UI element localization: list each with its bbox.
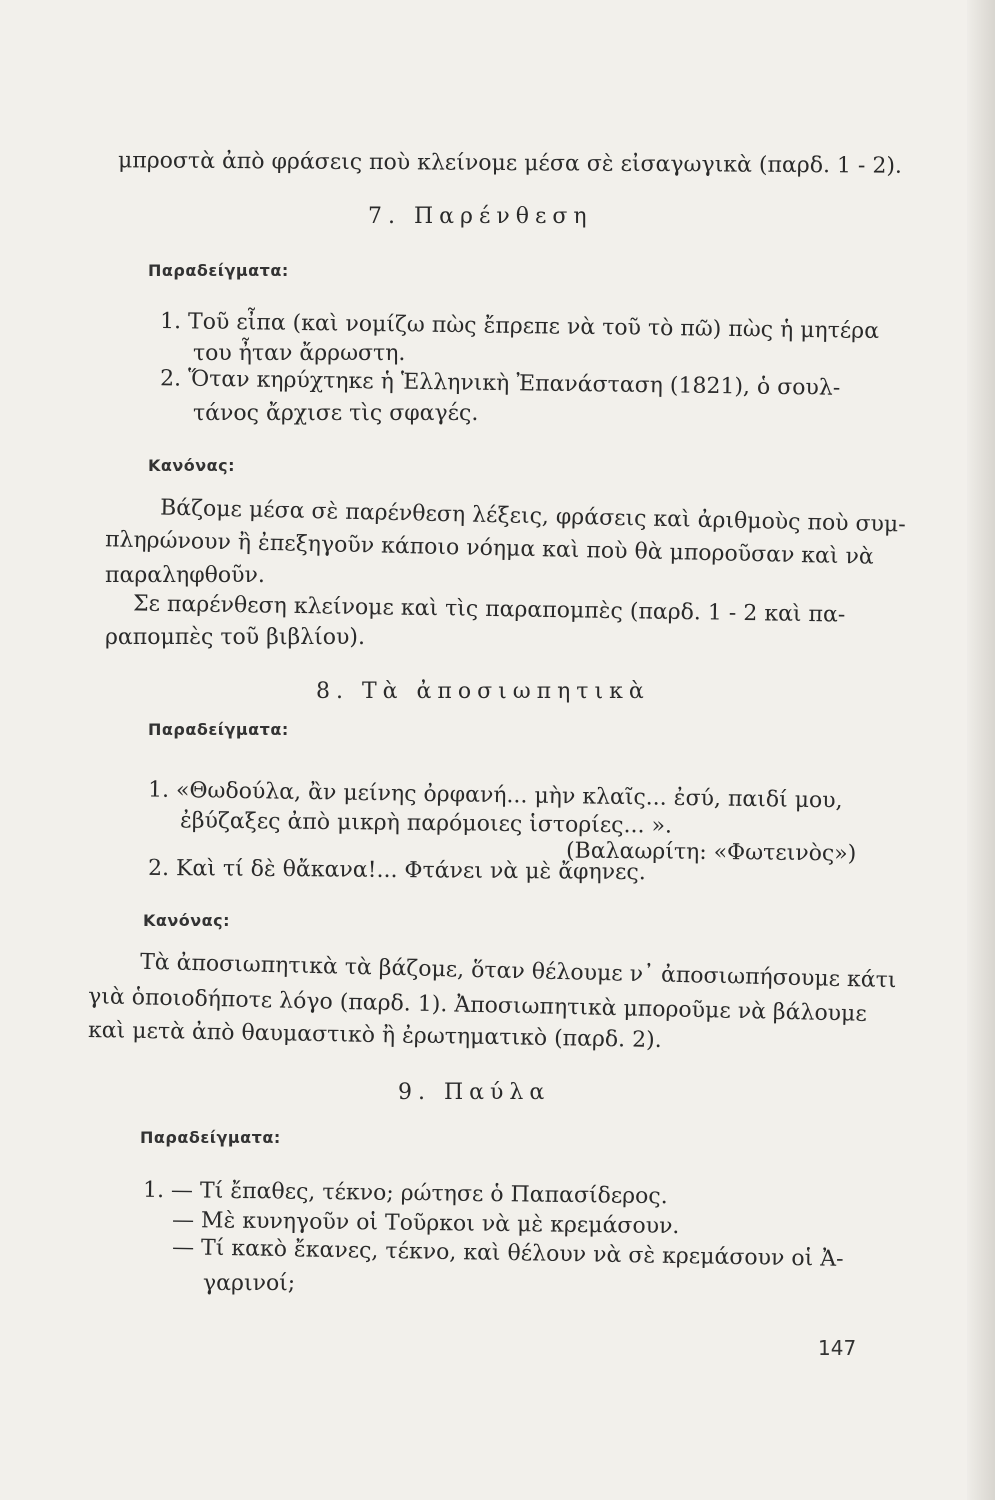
s8-rule-line-3: καὶ μετὰ ἀπὸ θαυμαστικὸ ἢ ἐρωτηματικὸ (παρδ. 2). bbox=[87, 1017, 662, 1054]
s7-example-1-line-1: 1. Τοῦ εἶπα (καὶ νομίζω πὼς ἔπρεπε νὰ τοῦ τὸ πῶ) πὼς ἡ μητέρα bbox=[159, 308, 880, 345]
s9-example-line-2: — Μὲ κυνηγοῦν οἱ Τοῦρκοι νὰ μὲ κρεμάσουν. bbox=[171, 1207, 680, 1240]
s7-rule-line-3: παραληφθοῦν. bbox=[105, 563, 265, 588]
s7-rule-line-4: Σε παρένθεση κλείνομε καὶ τὶς παραπομπὲς (παρδ. 1 - 2 καὶ πα- bbox=[132, 591, 846, 628]
section-8-rule-label: Κανόνας: bbox=[143, 911, 231, 930]
section-9-examples-label: Παραδείγματα: bbox=[140, 1128, 281, 1147]
s9-example-line-3: — Τί κακὸ ἔκανες, τέκνο, καὶ θέλουν νὰ σὲ κρεμάσουν οἱ Ἀ- bbox=[171, 1235, 844, 1272]
section-7-examples-label: Παραδείγματα: bbox=[148, 261, 289, 280]
s8-rule-line-2: γιὰ ὁποιοδήποτε λόγο (παρδ. 1). Ἀποσιωπητικὰ μποροῦμε νὰ βάλουμε bbox=[87, 984, 868, 1027]
section-7-title: 7. Παρένθεση bbox=[368, 204, 593, 229]
s7-rule-line-5: ραπομπὲς τοῦ βιβλίου). bbox=[105, 625, 365, 650]
section-8-examples-label: Παραδείγματα: bbox=[148, 720, 289, 739]
s8-example-1-line-2: ἐβύζαξες ἀπὸ μικρὴ παρόμοιες ἱστορίες... ». bbox=[179, 808, 673, 839]
s7-example-2-line-2: τάνος ἄρχισε τὶς σφαγές. bbox=[193, 401, 479, 426]
page-number: 147 bbox=[818, 1336, 857, 1360]
s8-example-1-line-1: 1. «Θωδούλα, ἂν μείνης ὀρφανή... μὴν κλαῖς... ἐσύ, παιδί μου, bbox=[147, 777, 843, 814]
s8-example-1-source: (Βαλαωρίτη: «Φωτεινὸς») bbox=[565, 838, 857, 867]
s7-example-2-line-1: 2. Ὅταν κηρύχτηκε ἡ Ἑλληνικὴ Ἐπανάσταση (1821), ὁ σουλ- bbox=[159, 366, 841, 401]
section-8-title: 8. Τὰ ἀποσιωπητικὰ bbox=[316, 679, 650, 704]
s7-rule-line-1: Βάζομε μέσα σὲ παρένθεση λέξεις, φράσεις καὶ ἀριθμοὺς ποὺ συμ- bbox=[159, 495, 906, 538]
s7-example-1-line-2: του ἦταν ἄρρωστη. bbox=[193, 341, 406, 366]
s9-example-line-1: 1. — Τί ἔπαθες, τέκνο; ρώτησε ὁ Παπασίδερος. bbox=[142, 1177, 668, 1210]
section-7-rule-label: Κανόνας: bbox=[148, 456, 236, 475]
s8-example-2: 2. Καὶ τί δὲ θἄκανα!... Φτάνει νὰ μὲ ἄφηνες. bbox=[147, 855, 646, 886]
s9-example-line-4: γαρινοί; bbox=[203, 1271, 296, 1296]
s8-rule-line-1: Τὰ ἀποσιωπητικὰ τὰ βάζομε, ὅταν θέλουμε ν᾽ ἀποσιωπήσουμε κάτι bbox=[139, 949, 897, 994]
section-9-title: 9. Παύλα bbox=[398, 1080, 551, 1105]
s7-rule-line-2: πληρώνουν ἢ ἐπεξηγοῦν κάποιο νόημα καὶ ποὺ θὰ μποροῦσαν καὶ νὰ bbox=[104, 527, 875, 570]
intro-line: μπροστὰ ἀπὸ φράσεις ποὺ κλείνομε μέσα σὲ εἰσαγωγικὰ (παρδ. 1 - 2). bbox=[117, 148, 903, 179]
